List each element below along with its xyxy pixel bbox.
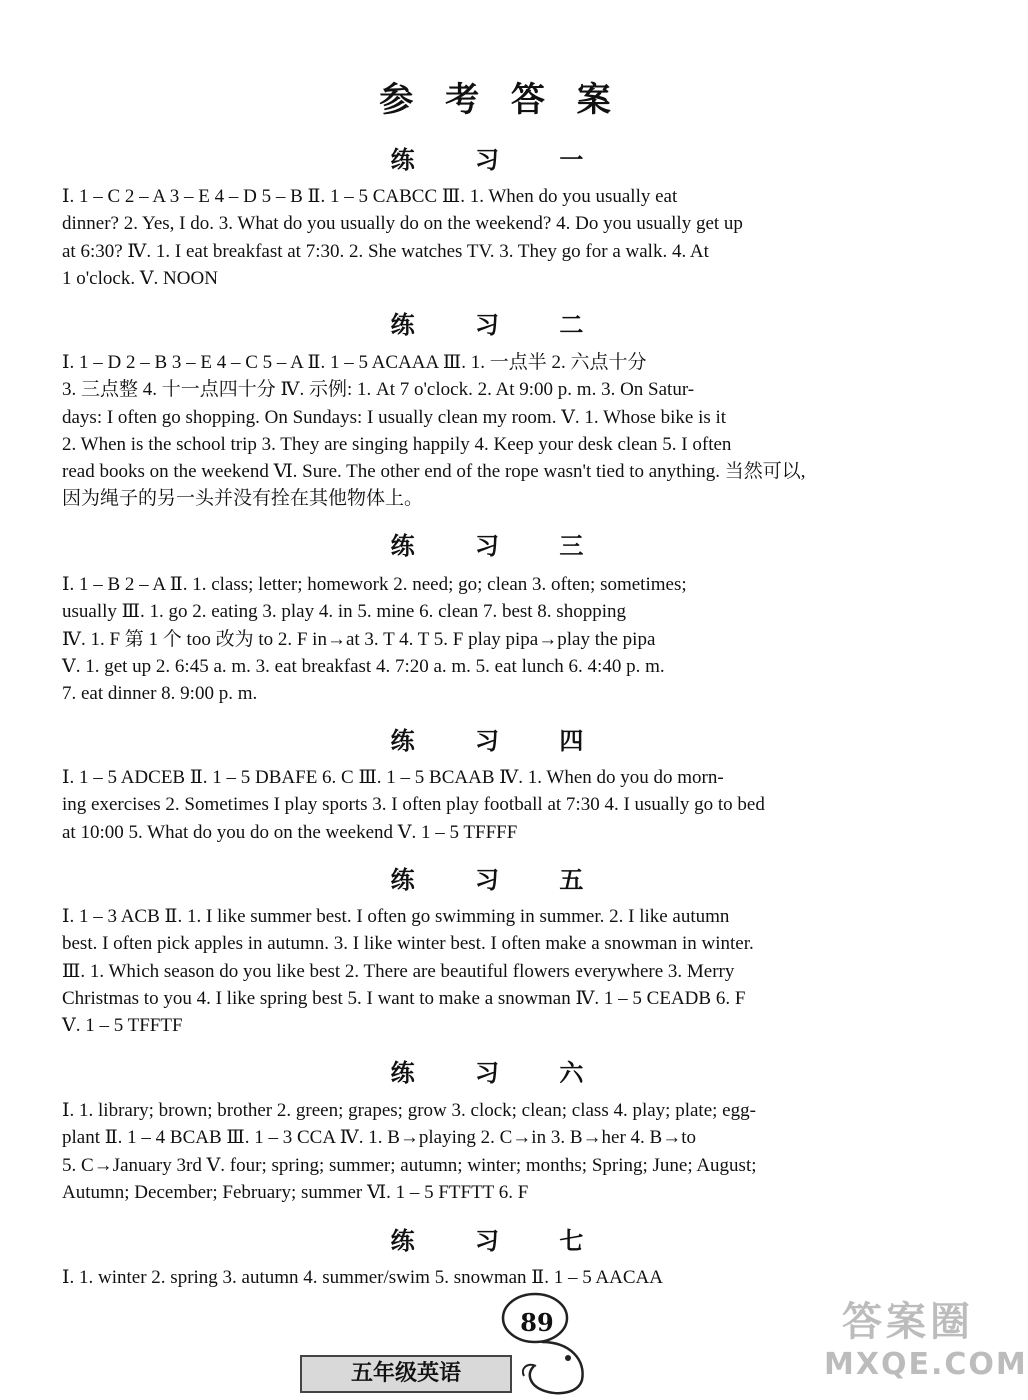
answer-line: 5. C→January 3rd Ⅴ. four; spring; summer; autumn; winter; months; Spring; June; August; [62, 1154, 757, 1176]
answer-line: Autumn; December; February; summer Ⅵ. 1 – 5 FTFTT 6. F [62, 1181, 529, 1203]
section-heading-1: 练 习 一 [390, 146, 610, 174]
answer-line: Ⅰ. 1 – C 2 – A 3 – E 4 – D 5 – B Ⅱ. 1 – 5 CABCC Ⅲ. 1. When do you usually eat [62, 186, 678, 207]
section-body-4 [62, 764, 928, 846]
answer-line: 7. eat dinner 8. 9:00 p. m. [62, 683, 258, 705]
section-body-3 [62, 571, 928, 707]
answer-line: dinner? 2. Yes, I do. 3. What do you usually do on the weekend? 4. Do you usually get up [62, 213, 743, 235]
watermark-text-bottom: MXQE.COM [824, 1347, 1028, 1382]
section-body-1 [62, 183, 928, 292]
section-body-5 [62, 903, 928, 1039]
answer-line: Ⅰ. 1 – D 2 – B 3 – E 4 – C 5 – A Ⅱ. 1 – 5 ACAAA Ⅲ. 1. 一点半 2. 六点十分 [62, 352, 647, 373]
answer-line: best. I often pick apples in autumn. 3. I like winter best. I often make a snowman in winter. [62, 933, 754, 955]
answer-line: 1 o'clock. Ⅴ. NOON [62, 267, 218, 289]
page-title: 参 考 答 案 [379, 80, 621, 120]
answer-line: read books on the weekend Ⅵ. Sure. The other end of the rope wasn't tied to anything. 当然可以, [62, 461, 806, 483]
answer-line: at 10:00 5. What do you do on the weekend Ⅴ. 1 – 5 TFFFF [62, 821, 518, 843]
answer-line: Ⅰ. 1. winter 2. spring 3. autumn 4. summer/swim 5. snowman Ⅱ. 1 – 5 AACAA [62, 1267, 663, 1288]
answer-line: Ⅴ. 1. get up 2. 6:45 a. m. 3. eat breakfast 4. 7:20 a. m. 5. eat lunch 6. 4:40 p. m. [62, 655, 665, 677]
section-body-6 [62, 1097, 928, 1206]
answer-line: Ⅴ. 1 – 5 TFFTF [62, 1015, 183, 1037]
book-label: 五年级英语 [300, 1355, 512, 1393]
answer-line: 因为绳子的另一头并没有拴在其他物体上。 [62, 488, 424, 510]
answer-line: at 6:30? Ⅳ. 1. I eat breakfast at 7:30. 2. She watches TV. 3. They go for a walk. 4. At [62, 240, 709, 262]
answer-line: usually Ⅲ. 1. go 2. eating 3. play 4. in 5. mine 6. clean 7. best 8. shopping [62, 601, 626, 623]
answer-line: 3. 三点整 4. 十一点四十分 Ⅳ. 示例: 1. At 7 o'clock. 2. At 9:00 p. m. 3. On Satur- [62, 379, 695, 401]
watermark-text-top: 答案圈 [842, 1299, 974, 1345]
section-heading-2: 练 习 二 [390, 311, 610, 339]
section-body-2 [62, 349, 928, 513]
answer-line: Ⅰ. 1 – 3 ACB Ⅱ. 1. I like summer best. I often go swimming in summer. 2. I like autumn [62, 906, 730, 927]
answer-line: Ⅲ. 1. Which season do you like best 2. There are beautiful flowers everywhere 3. Merry [62, 960, 735, 982]
answer-line: Ⅰ. 1. library; brown; brother 2. green; grapes; grow 3. clock; clean; class 4. play; plate; egg- [62, 1100, 756, 1121]
section-body-7 [62, 1264, 928, 1291]
answer-line: days: I often go shopping. On Sundays: I usually clean my room. Ⅴ. 1. Whose bike is it [62, 406, 727, 428]
answer-line: Ⅰ. 1 – B 2 – A Ⅱ. 1. class; letter; homework 2. need; go; clean 3. often; sometimes; [62, 574, 687, 595]
section-heading-4: 练 习 四 [390, 727, 610, 755]
watermark-logo [824, 1284, 1028, 1394]
section-heading-5: 练 习 五 [390, 866, 610, 894]
answer-line: plant Ⅱ. 1 – 4 BCAB Ⅲ. 1 – 3 CCA Ⅳ. 1. B→playing 2. C→in 3. B→her 4. B→to [62, 1127, 696, 1149]
page-number: 89 [520, 1308, 554, 1337]
section-heading-6: 练 习 六 [390, 1059, 610, 1087]
answer-line: Christmas to you 4. I like spring best 5. I want to make a snowman Ⅳ. 1 – 5 CEADB 6. F [62, 987, 746, 1009]
answer-line: 2. When is the school trip 3. They are singing happily 4. Keep your desk clean 5. I often [62, 433, 732, 455]
answer-line: Ⅳ. 1. F 第 1 个 too 改为 to 2. F in→at 3. T 4. T 5. F play pipa→play the pipa [62, 628, 656, 650]
section-heading-7: 练 习 七 [390, 1227, 610, 1255]
answer-line: ing exercises 2. Sometimes I play sports 3. I often play football at 7:30 4. I usually go to bed [62, 794, 765, 816]
answer-line: Ⅰ. 1 – 5 ADCEB Ⅱ. 1 – 5 DBAFE 6. C Ⅲ. 1 – 5 BCAAB Ⅳ. 1. When do you do morn- [62, 767, 724, 788]
section-heading-3: 练 习 三 [390, 532, 610, 560]
